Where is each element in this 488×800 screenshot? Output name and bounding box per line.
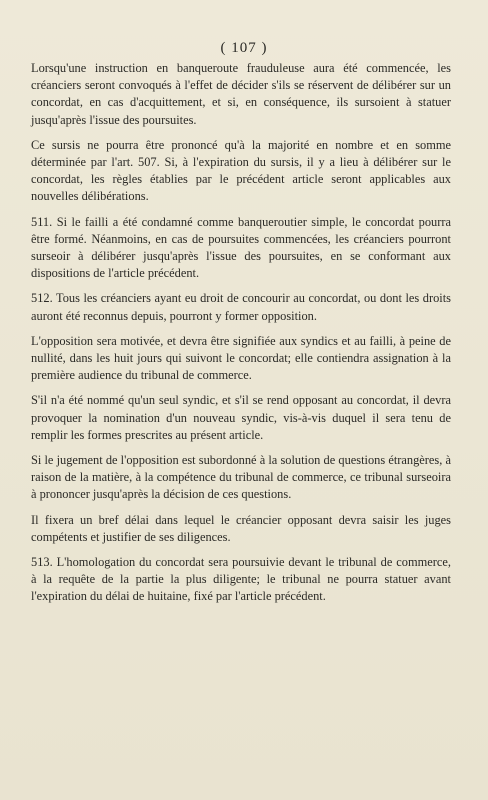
paragraph-2: Ce sursis ne pourra être prononcé qu'à la majorité en nombre et en somme déterminée par l'art. 507. Si, à l'expiration du sursis, il y a lieu à délibérer sur le concordat, les règles établies par le précédent article seront applicables aux nouvelles délibérations.: [31, 137, 451, 204]
paragraph-7: Si le jugement de l'opposition est subordonné à la solution de questions étrangères, à raison de la matière, à la compétence du tribunal de commerce, ce tribunal surseoira à prononcer jusqu'après la décision de ces questions.: [31, 453, 451, 502]
paragraph-1: Lorsqu'une instruction en banqueroute frauduleuse aura été commencée, les créanciers seront convoqués à l'effet de décider s'ils se réservent de délibérer sur un concordat, en cas d'acquittement, et si, en conséquence, ils sursoient à statuer jusqu'après l'issue des poursuites.: [31, 61, 451, 127]
paragraph-article-512: 512. Tous les créanciers ayant eu droit de concourir au concordat, ou dont les droits auront été reconnus depuis, pourront y former opposition.: [31, 291, 451, 323]
text-body: [31, 60, 451, 614]
paragraph-5: L'opposition sera motivée, et devra être signifiée aux syndics et au failli, à peine de nullité, dans les huit jours qui suivont le concordat; elle contiendra assignation à la première audience du tribunal de commerce.: [31, 333, 451, 383]
paragraph-6: S'il n'a été nommé qu'un seul syndic, et s'il se rend opposant au concordat, il devra provoquer la nomination d'un nouveau syndic, vis-à-vis duquel il sera tenu de remplir les formes prescrites au présent article.: [31, 393, 451, 442]
paragraph-article-511: 511. Si le failli a été condamné comme banqueroutier simple, le concordat pourra être formé. Néanmoins, en cas de poursuites commencées, les créanciers pourront surseoir à délibérer jusqu'après l'issue des poursuites, en se conformant aux dispositions de l'article précédent.: [31, 214, 451, 281]
paragraph-8: Il fixera un bref délai dans lequel le créancier opposant devra saisir les juges compétents et justifier de ses diligences.: [31, 512, 451, 544]
page-number: ( 107 ): [220, 40, 268, 56]
paragraph-article-513: 513. L'homologation du concordat sera poursuivie devant le tribunal de commerce, à la requête de la partie la plus diligente; le tribunal ne pourra statuer avant l'expiration du délai de huitaine, fixé par l'article précédent.: [31, 555, 451, 604]
